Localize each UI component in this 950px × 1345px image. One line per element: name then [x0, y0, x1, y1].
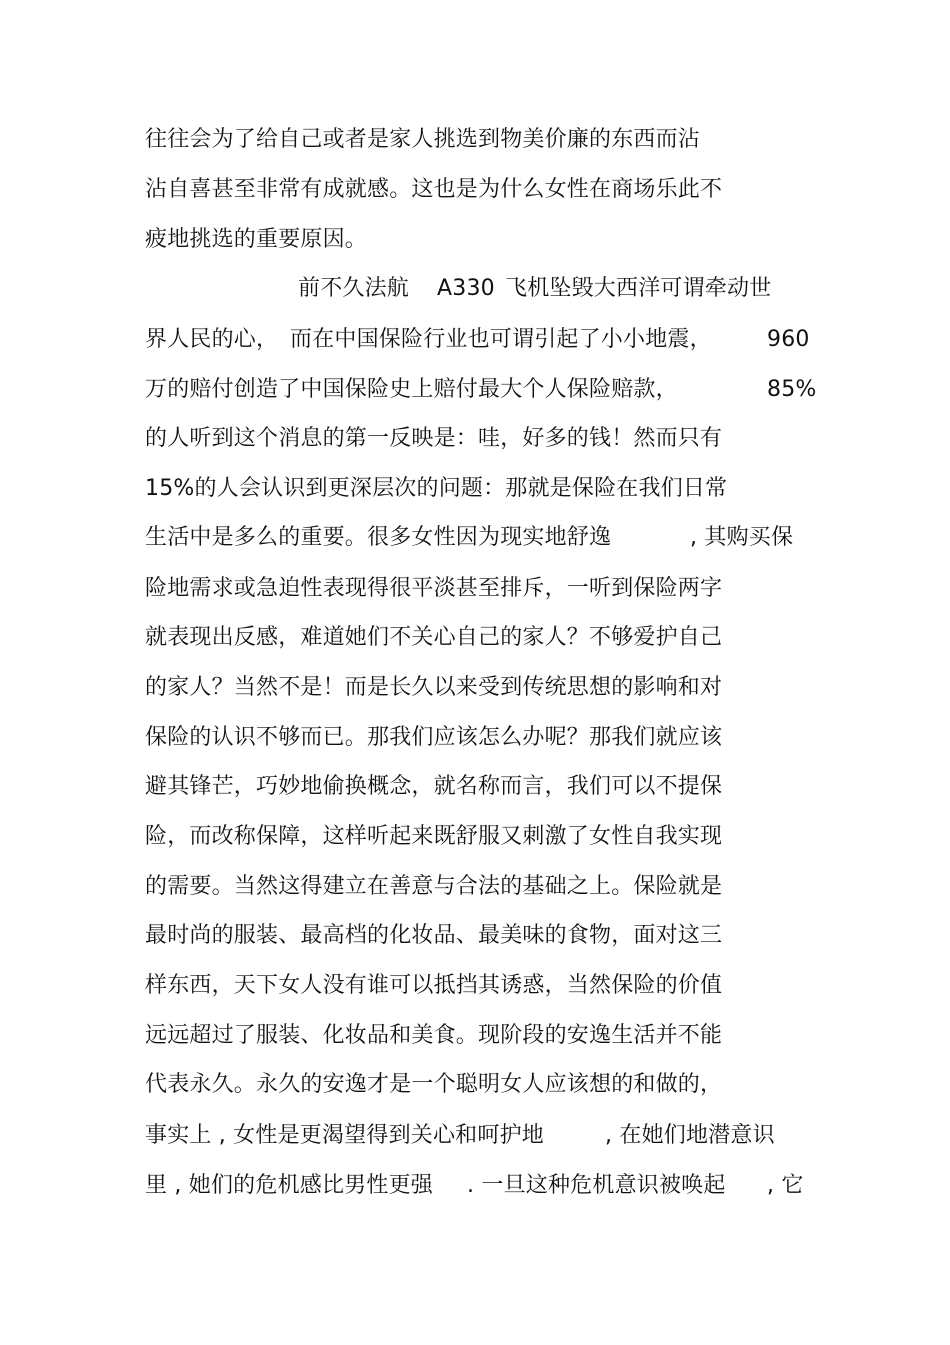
text-segment: 代表永久。永久的安逸才是一个聪明女人应该想的和做的， [145, 1072, 723, 1097]
text-segment: 万的赔付创造了中国保险史上赔付最大个人保险赔款， [145, 377, 678, 402]
text-segment: 最时尚的服装、最高档的化妆品、最美味的食物，面对这三 [145, 923, 723, 948]
text-segment: . 一旦这种危机意识被唤起 [467, 1173, 726, 1198]
text-segment: 保险的认识不够而已。那我们应该怎么办呢？那我们就应该 [145, 725, 723, 750]
text-segment: 85% [767, 377, 817, 402]
text-segment: 前不久法航 [298, 276, 410, 301]
text-segment: 往往会为了给自己或者是家人挑选到物美价廉的东西而沾 [145, 127, 701, 152]
text-segment: 960 [767, 327, 810, 352]
text-segment: 而在中国保险行业也可谓引起了小小地震， [290, 327, 712, 352]
text-segment: 疲地挑选的重要原因。 [145, 227, 368, 252]
text-segment: 样东西，天下女人没有谁可以抵挡其诱惑，当然保险的价值 [145, 973, 723, 998]
text-segment: 避其锋芒，巧妙地偷换概念，就名称而言，我们可以不提保 [145, 774, 723, 799]
text-segment: 险地需求或急迫性表现得很平淡甚至排斥，一听到保险两字 [145, 576, 723, 601]
text-segment: 飞机坠毁大西洋可谓牵动世 [505, 276, 772, 301]
text-segment: 界人民的心， [145, 327, 279, 352]
text-segment: , 在她们地潜意识 [605, 1123, 775, 1148]
text-segment: 沾自喜甚至非常有成就感。这也是为什么女性在商场乐此不 [145, 177, 723, 202]
text-segment: 生活中是多么的重要。很多女性因为现实地舒逸 [145, 525, 612, 550]
text-segment: 事实上 , 女性是更渴望得到关心和呵护地 [145, 1123, 544, 1148]
text-segment: 的人听到这个消息的第一反映是：哇，好多的钱！然而只有 [145, 426, 723, 451]
text-segment: 里 , 她们的危机感比男性更强 [145, 1173, 433, 1198]
text-segment: 15%的人会认识到更深层次的问题：那就是保险在我们日常 [145, 476, 728, 501]
text-segment: 远远超过了服装、化妆品和美食。现阶段的安逸生活并不能 [145, 1023, 723, 1048]
text-segment: 险，而改称保障，这样听起来既舒服又刺激了女性自我实现 [145, 824, 723, 849]
text-segment: A330 [437, 276, 495, 301]
text-segment: 的需要。当然这得建立在善意与合法的基础之上。保险就是 [145, 874, 723, 899]
text-segment: 的家人？当然不是！而是长久以来受到传统思想的影响和对 [145, 675, 723, 700]
text-segment: 就表现出反感，难道她们不关心自己的家人？不够爱护自己 [145, 625, 723, 650]
text-segment: , 其购买保 [690, 525, 794, 550]
text-segment: , 它 [767, 1173, 804, 1198]
